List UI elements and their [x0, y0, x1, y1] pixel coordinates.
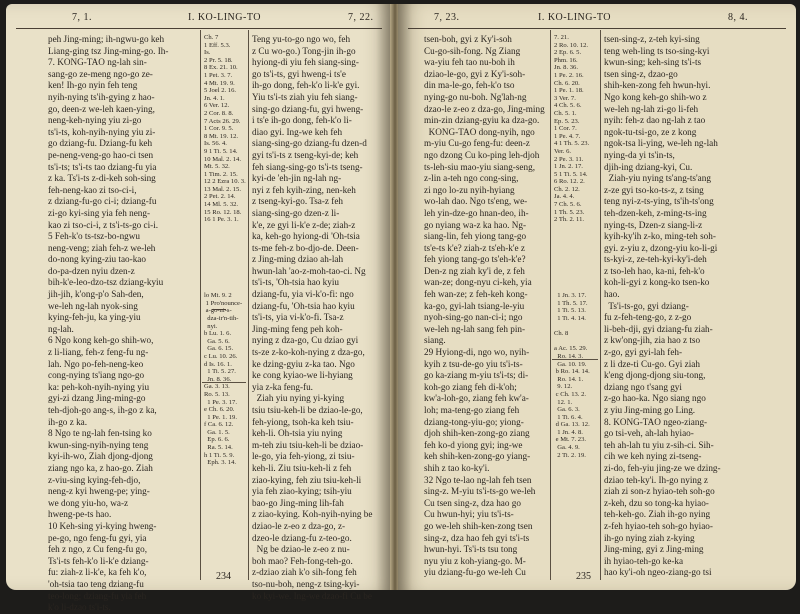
- left-header-verse-end: 7, 22.: [348, 12, 374, 23]
- left-header-rule: [16, 28, 382, 29]
- left-references-column: Ch. 7 1 Eff. 5.3. Is. 2 Pr. 5. 18. 8 Ex. 21. 10. 1 Pet. 3. 7. 4 Mt. 19. 9. 5 Joel 2. 16. Jn. 4. 1. 6 Ver. 12. 2 Cor. 8. 8. 7 Acts 26. 29. 1 Cor. 9. 5. 8 Mt. 19. 12. Is. 56. 4. 9 1 Ti. 5. 14. 10 Mal. 2. 14. Mt. 5. 32. 1 Tim. 2. 15. 12 2 Ezra 10. 3. 13 Mal. 2. 15. 2 Pet. 2. 14. 14 Ml. 5. 32. 15 Ro. 12. 18. 16 1 Pe. 3. 1. lo Mt. 9. 2 1 Pro'nounce- a-go-ni-s- dza-ir'n-tih- nyi. b Lu. 1. 6. Ga. 5. 6. Ga. 6. 15. c Lu. 10. 26. d Is. 16. 1. 1 Ti. 5. 27. Jn. 8. 36. Ga. 3. 13. Ro. 5. 13. 1 Pe. 3. 17. e Ch. 6. 20. 1 Pe. 1. 19. f Ca. 6. 12. Ga. 1. 5. Ep. 6. 6. Ra. 5. 14. h 1 Ti. 5. 9. Eph. 3. 14.: [204, 34, 246, 467]
- left-text-column-2: Teng yu-to-go ngo wo, feh z Cu wo-go.) Tong-jin ih-go hyiong-di yiu feh siang-sing- go ts'i-ts, gyi hweng-i ts'e ih-go dong, feh-k'o li-k'e gyi. Yiu ts'i-ts ziah yiu feh siang- sing-go dziang-fu, gyi hweng- i ts'e ih-go dong, feh-k'o li- diao gyi. Ing-we keh feh siang-sing-go dziang-fu dzen-d gyi ts'i-ts z tseng-kyi-de; keh feh siang-sing-go ts'i-ts tseng- kyi-de 'eh-jin ng-lah ng- nyi z feh kyih-zing, nen-keh z tseng-kyi-go. Tsa-z feh siang-sing-go dzen-z li- k'e, ze gyi li-k'e z-de; ziah-z ka, keh-go hyiong-di 'Oh-tsia ts-me feh-z bo-djo-de. Deen- z Jing-ming dziao ah-lah hwun-lah 'ao-z-moh-tao-ci. Ng ts'i-ts, 'Oh-tsia hao kyiu dziang-fu, yia vi-k'o-fi: ngo dziang-fu, 'Oh-tsia hao kyiu ts'i-ts, yia vi-k'o-fi. Tsa-z Jing-ming feng peh koh- nying z dza-go, Cu dziao gyi ts-ze z-ko-koh-nying z dza-go, ke dzing-gyiu z-ka tao. Ngo ke cong kyiao-we li-hyiang yia z-ka feng-fu. Ziah yiu nying yi-kying tsiu tsiu-keh-li be dziao-le-go, feh-yiong, tsoh-ka keh tsiu- keh-li. Oh-tsia yiu nying m-teh ziu tsiu-keh-li be dziao- le-go, yia feh-yiong, zi tsiu- keh-li. Ziu tsiu-keh-li z feh ziao-kying, feh ziu tsiu-keh-li yia feh ziao-kying; tsih-yiu bao-go Jing-ming lih-fah z ziao-kying. Koh-nyih-nying be dziao-le z-eo z dza-go, z- dzeo-le dziang-fu z-teo-go. Ng be dziao-le z-eo z nu- boh mao? Feh-fong-teh-go. z-dziao ziah k'o sih-fong feh tso-nu-boh, neng-z tsing-kyi- ko kyi-we. Ing-we dzao-fi Cu be: [252, 34, 373, 601]
- right-header-verse-start: 7, 23.: [434, 12, 460, 23]
- right-running-header: [408, 12, 786, 26]
- right-text-column-2: tsen-sing-z, z-teh kyi-sing teng weh-ling ts tso-sing-kyi kwun-sing; keh-sing ts'i-ts tsen sing-z, dzao-go shih-ken-zong feh hwun-hyi. Ngo kong keh-go shih-wo z we-leh ng-lah zi-go li-feh nyih: feh-z dao ng-lah z tao ngok-tu-tsi-go, ze z kong ngok-tsa li-ying, we-leh ng-lah nying-da yi ts'in-ts, djih-ing dziang-kyi, Cu. Ziah-yiu nying ts'ang-ts'ang z-ze gyi tso-ko-ts-z, z tsing teng nyi-z-ts-ying, ts'ih-ts'ong teh-dzen-keh, z-ming-ts-ing nying-ts, Dzen-z siang-li-z kyih-ky'ih z-ko, ming-teh soh- gyi. z-yiu z, dzong-yiu ko-li-gi ts-kyi-z, ze-teh-kyi-ky'i-deh z tso-leh hao, ka-ni, feh-k'o koh-li-gyi z kong-ko tsen-ko hao. Ts'i-ts-go, gyi dziang- fu z-feh-teng-go, z z-go li-beh-dji, gyi dziang-fu ziah- z kw'ong-jih, zia hao z tso z-go, gyi gyi-lah feh- z li dze-ti Cu-go. Gyi ziah k'eng djong-djong siu-tong, dziang ngo t'sang gyi z-go hao-ka. Ngo siang ngo z yiu Jing-ming go Ling. 8. KONG-TAO ngeo-ziang- go tsi-veh, ah-lah hyiao- teh ah-lah tu yiu z-sih-ci. Sih- cih we keh nying zi-tseng- zi-do, feh-yiu jing-ze we dzing- dziao teh-ky'i. Ih-go nying z ziah zi son-z hyiao-teh soh-go z-keh, dzu so tong-ka hyiao- teh-keh-go. Ziah ih-go nying z-feh hyiao-teh soh-go hyiao- ih-go nying ziah z-kying Jing-ming, gyi z Jing-ming ih hyiao-teh-go ke-ka hao ky'i-oh ngeo-ziang-go tsi: [604, 34, 721, 578]
- left-text-column-1: peh Jing-ming; ih-ngwu-go keh Liang-ging tsz Jing-ming-go. Ih- 7. KONG-TAO ng-lah sin- sang-go ze-meng ngo-go ze- ken! Ih-go nyin feh teng nyih-nying ts'ih-gying z hao- go, deen-z we-leh kaen-ying, neng-keh-nying yiu zi-go ts'i-ts, koh-nyih-nying yiu zi- go dziang-fu. Dziang-fu keh pe-neng-veng-go hao-ci tsen ts'i-ts; ts'i-ts tao dziang-fu yia z ka. Ts'i-ts z-di-keh soh-sing feh-neng-kao zi tso-ci-i, z dziang-fu-go ci-i; dziang-fu zi-go kyi-sing yia feh neng- kao zi tso-ci-i, z ts'i-ts-go ci-i. 5 Feh-k'o ts-tsz-bo-ngwu neng-veng; ziah feh-z we-leh do-nong kying-ziu tao-kao do-pa-dzen nyiu dzen-z bih-k'e-leo-dzo-tsz dziang-kyiu jih-jih, k'ong-p'o Sah-den, we-leh ng-lah nyok-sing kying-feh-ju, ka ying-yiu ng-lah. 6 Ngo kong keh-go shih-wo, z li-liang, feh-z feng-fu ng- lah. Ngo po-feh-neng-keo cong-nying ts'iang ngo-go ka: peh-koh-nyih-nying yiu gyi-zi dzang Jing-ming-go teh-djoh-go ang-s, ih-go z ka, ih-go z ka. 8 Ngo te ng-lah fen-tsing ko kwun-sing-nyih-nying teng kyi-ih-wo, Ziah djong-djong ziang ngo ka, z hao-go. Ziah z-viu-sing kying-feh-djo, neng-z kyi hweng-pe; ying- we dong yiu-ho, wa-z hweng-pe-ts hao. 10 Keh-sing yi-kying hweng- pe-go, ngo feng-fu gyi, yia feh z ngo, z Cu feng-fu go, Ts'i-ts feh-k'o li-k'e dziang- fu: ziah-z li-k'e, ka feh k'o, 'oh-tsia tao teng dziang-fu teo-long; dziang-fu yia feh k'o li-dzao ts'i-ts.: [48, 34, 169, 613]
- right-page: [398, 4, 796, 590]
- right-header-verse-end: 8, 4.: [728, 12, 748, 23]
- spine-shadow-right: [398, 4, 412, 590]
- right-text-column-1: tsen-boh, gyi z Ky'i-soh Cu-go-sih-fong. Ng Ziang wa-yiu feh tao nu-boh ih dziao-le-go, gyi z Ky'i-soh- din ma-le-go, feh-k'o tso nying-go nu-boh. Ng'lah-ng dzao-le z-eo z dza-go, Jing-ming min-zin dziang-gyiu ka dza-go. KONG-TAO dong-nyih, ngo m-yiu Cu-go feng-fu: deen-z ngo dzong Cu ko-ping leh-djoh ts-leh-siu mao-yiu siang-seng, z-lin a-teh ngo cong-sing, zi ngo lo-zu nyih-hyiang wo-lah dao. Ngo ts'eng, we- leh yin-dze-go hnan-deo, ih- go nyiang wa-z ka hao. Ng- siang-lin, feh yiong tang-go ts'e-ts k'e? ziah-z ts'eh-k'e z feh yiong tang-go ts'eh-k'e? Den-z ng ziah ky'i de, z feh wan-ze; dong-nyu ci-keh, yia feh wan-ze; z feh-keh kong- ka-go, gyi-lah tsiang-le-yiu nyoh-sing-go nan-ci-i; ngo we-leh ng-lah sang feh pin- siang. 29 Hyiong-di, ngo wo, nyih- kyih z tsu-de-go yiu ts'i-ts- go ka-ziang m-yiu ts'i-ts; di- koh-go ziang feh di-k'oh; kw'a-loh-go, ziang feh kw'a- loh; ma-teng-go ziang feh dziang-tong-yiu-go; yiong- djoh shih-ken-zong-go ziang feh ko-d yiong gyi; ing-we keh shih-ken-zong-go yiang- shih z tao ko-ky'i. 32 Ngo te-lao ng-lah feh tsen sing-z. M-yiu ts'i-ts-go we-leh Cu tsen sing-z, dza hao go Cu hwun-hyi; yiu ts'i-ts- go we-leh shih-ken-zong tsen sing-z, dza hao feh gyi ts'i-ts hwun-hyi. Ts'i-ts tsu tong nyu yiu z koh-yiang-go. M- yiu dziang-fu-go we-leh Cu: [424, 34, 545, 578]
- spine-shadow-left: [376, 4, 390, 590]
- right-references-rule: [552, 359, 598, 360]
- left-header-verse-start: 7, 1.: [72, 12, 92, 23]
- left-header-title: I. KO-LING-TO: [188, 12, 261, 23]
- right-page-number: 235: [576, 571, 591, 582]
- right-column-divider-2: [600, 30, 601, 580]
- right-header-rule: [408, 28, 786, 29]
- left-running-header: [16, 12, 382, 26]
- left-page: [6, 4, 392, 613]
- left-column-divider-2: [248, 30, 249, 580]
- right-references-column: 7. 21. 2 Ro. 10. 12. 2 Ep. 6. 5. Phm. 16. Jn. 8. 36. 1 Pe. 2. 16. Ch. 6. 20. 1 Pe. 1. 18. 3 Ver. 7. 4 Ch. 5. 6. Ch. 5. 1. Ep. 5. 23. 1 Cor. 7. 1 Pe. 4. 7. 4 1 Th. 5. 23. Ver. 6. 2 Pe. 3. 11. 1 Jn. 2. 17. 5 1 Ti. 5. 14. 6 Ro. 12. 2. Ch. 2. 12. Ja. 4. 4. 7 Ch. 5. 6. 1 Th. 5. 23. 2 Th. 2. 11. 1 Jn. 3. 17. 1 Th. 5. 17. 1 Ti. 5. 13. 1 Ti. 4. 14. Ch. 8 a Ac. 15. 29. Ro. 14. 3. Ga. 10. 19. b Ro. 14. 14. Ro. 14. 1. 9. 12. c Ch. 13. 2. 12. 1. Ga. 6. 3. 1 Ti. 6. 4. d Ga. 13. 12. 1 Jn. 4. 8. e Mt. 7. 23. Ga. 4. 9. 2 Ti. 2. 19.: [554, 34, 590, 459]
- left-references-dash: [212, 309, 226, 310]
- left-column-divider-1: [200, 30, 201, 580]
- left-references-rule: [202, 382, 246, 383]
- left-page-number: 234: [216, 571, 231, 582]
- right-header-title: I. KO-LING-TO: [538, 12, 611, 23]
- right-column-divider-1: [550, 30, 551, 580]
- open-book: [6, 4, 796, 613]
